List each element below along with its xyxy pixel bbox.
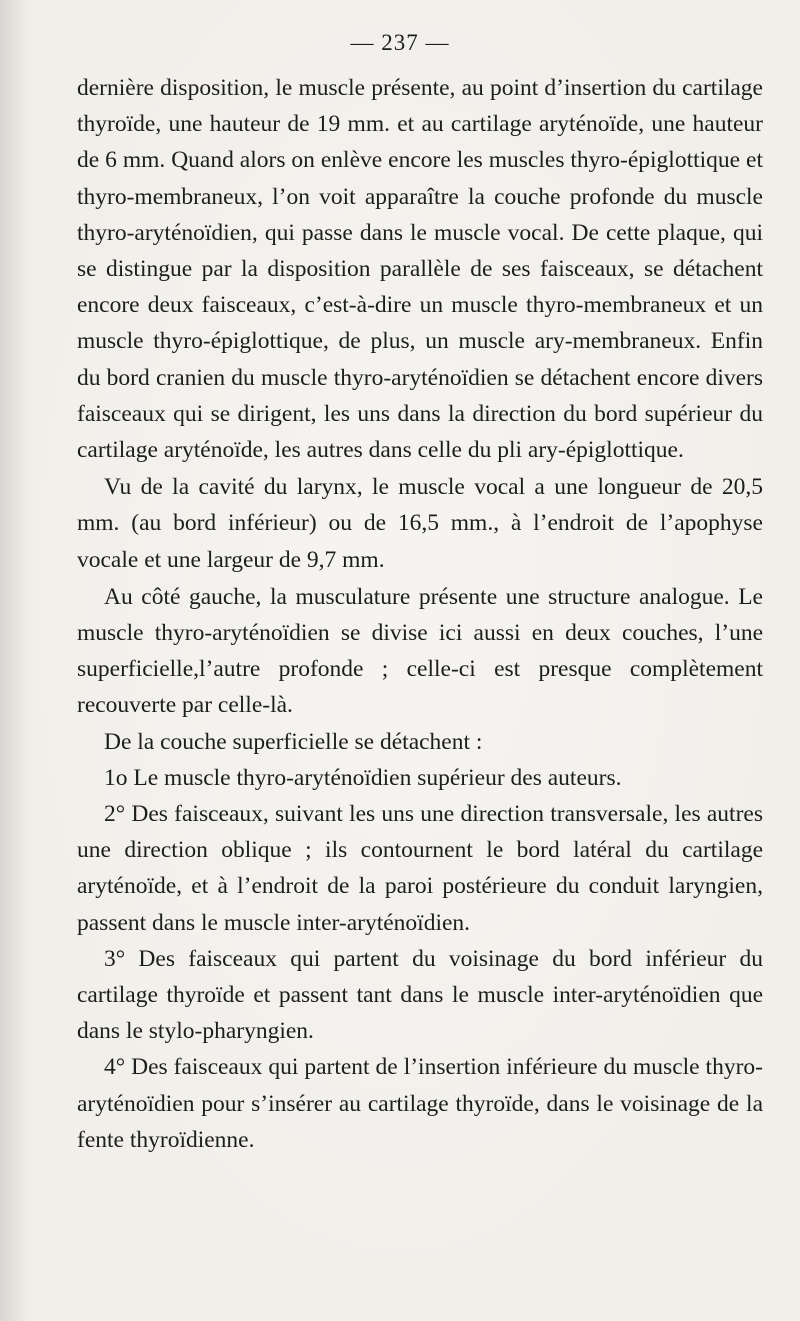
page-number: — 237 — <box>350 30 450 55</box>
paragraph-2: Vu de la cavité du larynx, le muscle vocal a une longueur de 20,5 mm. (au bord inférieur) ou de 16,5 mm., à l’endroit de l’apophyse vocale et une largeur de 9,7 mm. <box>77 474 763 573</box>
paragraph-8: 4° Des faisceaux qui partent de l’insertion inférieure du muscle thyro-aryténoïdien pour s’insérer au cartilage thyroïde, dans le voisinage de la fente thyroïdienne. <box>77 1054 763 1153</box>
paragraph-4: De la couche superficielle se détachent : <box>104 728 483 755</box>
paragraph-3: Au côté gauche, la musculature présente une structure analogue. Le muscle thyro-aryténoïdien se divise ici aussi en deux couches, l’une superficielle,l’autre profonde ; celle-ci est presque complètement recouverte par celle-là. <box>77 583 763 719</box>
paragraph-1: dernière disposition, le muscle présente, au point d’insertion du cartilage thyroïde, une hauteur de 19 mm. et au cartilage aryténoïde, une hauteur de 6 mm. Quand alors on enlève encore les muscles thyro-épiglottique et thyro-membraneux, l’on voit apparaître la couche profonde du muscle thyro-aryténoïdien, qui passe dans le muscle vocal. De cette plaque, qui se distingue par la disposition parallèle de ses faisceaux, se détachent encore deux faisceaux, c’est-à-dire un muscle thyro-membraneux et un muscle thyro-épiglottique, de plus, un muscle ary-membraneux. Enfin du bord cranien du muscle thyro-aryténoïdien se détachent encore divers faisceaux qui se dirigent, les uns dans la direction du bord supérieur du cartilage aryténoïde, les autres dans celle du pli ary-épiglottique. <box>77 75 763 464</box>
paragraph-6: 2° Des faisceaux, suivant les uns une direction transversale, les autres une direction oblique ; ils contournent le bord latéral du cartilage aryténoïde, et à l’endroit de la paroi postérieure du conduit laryngien, passent dans le muscle inter-aryténoïdien. <box>77 801 763 936</box>
paragraph-7: 3° Des faisceaux qui partent du voisinage du bord inférieur du cartilage thyroïde et passent tant dans le muscle inter-aryténoïdien que dans le stylo-pharyngien. <box>77 945 763 1045</box>
body-text <box>77 70 763 1158</box>
paragraph-5: 1o Le muscle thyro-aryténoïdien supérieur des auteurs. <box>104 764 622 791</box>
